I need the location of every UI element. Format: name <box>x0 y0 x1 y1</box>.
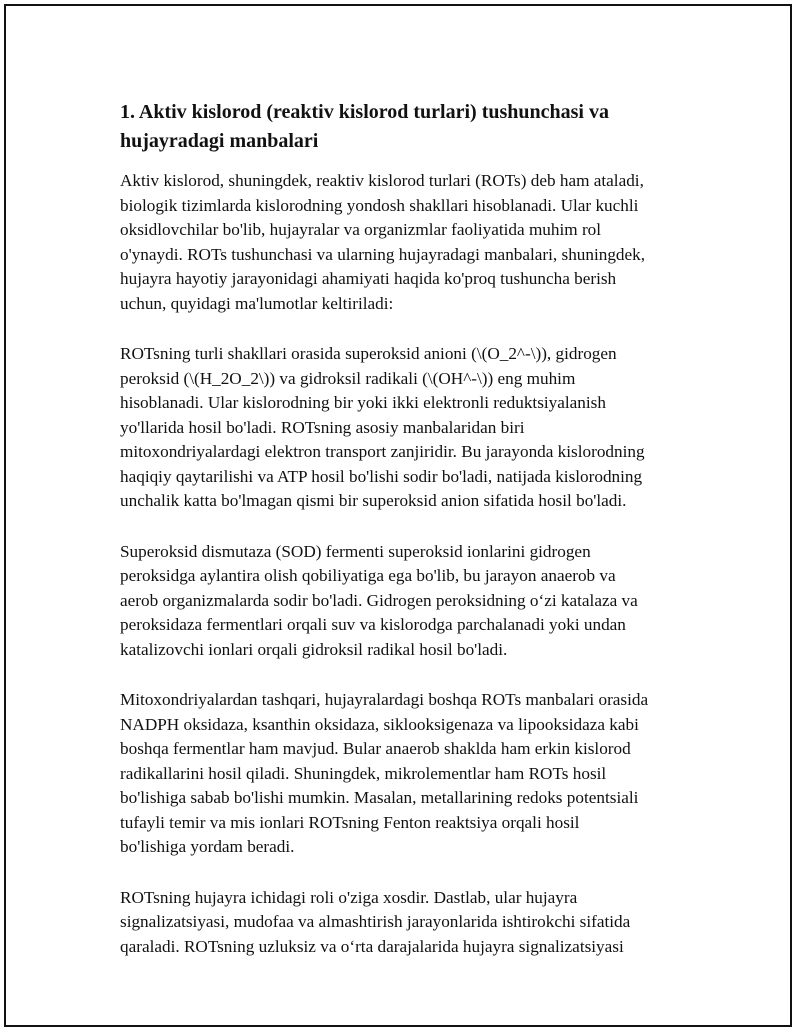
paragraph-other-sources: Mitoxondriyalardan tashqari, hujayralardagi boshqa ROTs manbalari orasida NADPH oksidaza, ksanthin oksidaza, siklooksigenaza va lipooksidaza kabi boshqa fermentlar ham mavjud. Bular anaerob shaklda ham erkin kislorod radikallarini hosil qiladi. Shuningdek, mikrolementlar ham ROTs hosil bo'lishiga sabab bo'lishi mumkin. Masalan, metallarining redoks potentsiali tufayli temir va mis ionlari ROTsning Fenton reaktsiya orqali hosil bo'lishiga yordam beradi. <box>120 690 649 856</box>
paragraph-cell-role: ROTsning hujayra ichidagi roli o'ziga xosdir. Dastlab, ular hujayra signalizatsiyasi, mudofaa va almashtirish jarayonlarida ishtirokchi sifatida qaraladi. ROTsning uzluksiz va o‘rta darajalarida hujayra signalizatsiyasi <box>120 887 631 956</box>
paragraph-sod: Superoksid dismutaza (SOD) fermenti superoksid ionlarini gidrogen peroksidga aylantira olish qobiliyatiga ega bo'lib, bu jarayon anaerob va aerob organizmalarda sodir bo'ladi. Gidrogen peroksidning o‘zi katalaza va peroksidaza fermentlari orqali suv va kislorodga parchalanadi yoki undan katalizovchi ionlari orqali gidroksil radikal hosil bo'ladi. <box>120 541 638 659</box>
page-frame <box>4 4 792 1027</box>
document-body <box>120 98 695 985</box>
section-heading: 1. Aktiv kislorod (reaktiv kislorod turlari) tushunchasi va hujayradagi manbalari <box>120 101 609 152</box>
paragraph-rots-forms: ROTsning turli shakllari orasida superoksid anioni (\(O_2^-\)), gidrogen peroksid (\(H_2O_2\)) va gidroksil radikali (\(OH^-\)) eng muhim hisoblanadi. Ular kislorodning bir yoki ikki elektronli reduktsiyalanish yo'llarida hosil bo'ladi. ROTsning asosiy manbalaridan biri mitoxondriyalardagi elektron transport zanjiridir. Bu jarayonda kislorodning haqiqiy qaytarilishi va ATP hosil bo'lishi sodir bo'ladi, natijada kislorodning unchalik katta bo'lmagan qismi bir superoksid anion sifatida hosil bo'ladi. <box>120 344 645 510</box>
paragraph-intro: Aktiv kislorod, shuningdek, reaktiv kislorod turlari (ROTs) deb ham ataladi, biologik tizimlarda kislorodning yondosh shakllari hisoblanadi. Ular kuchli oksidlovchilar bo'lib, hujayralar va organizmlar faoliyatida muhim rol o'ynaydi. ROTs tushunchasi va ularning hujayradagi manbalari, shuningdek, hujayra hayotiy jarayonidagi ahamiyati haqida ko'proq tushuncha berish uchun, quyidagi ma'lumotlar keltiriladi: <box>120 171 646 313</box>
